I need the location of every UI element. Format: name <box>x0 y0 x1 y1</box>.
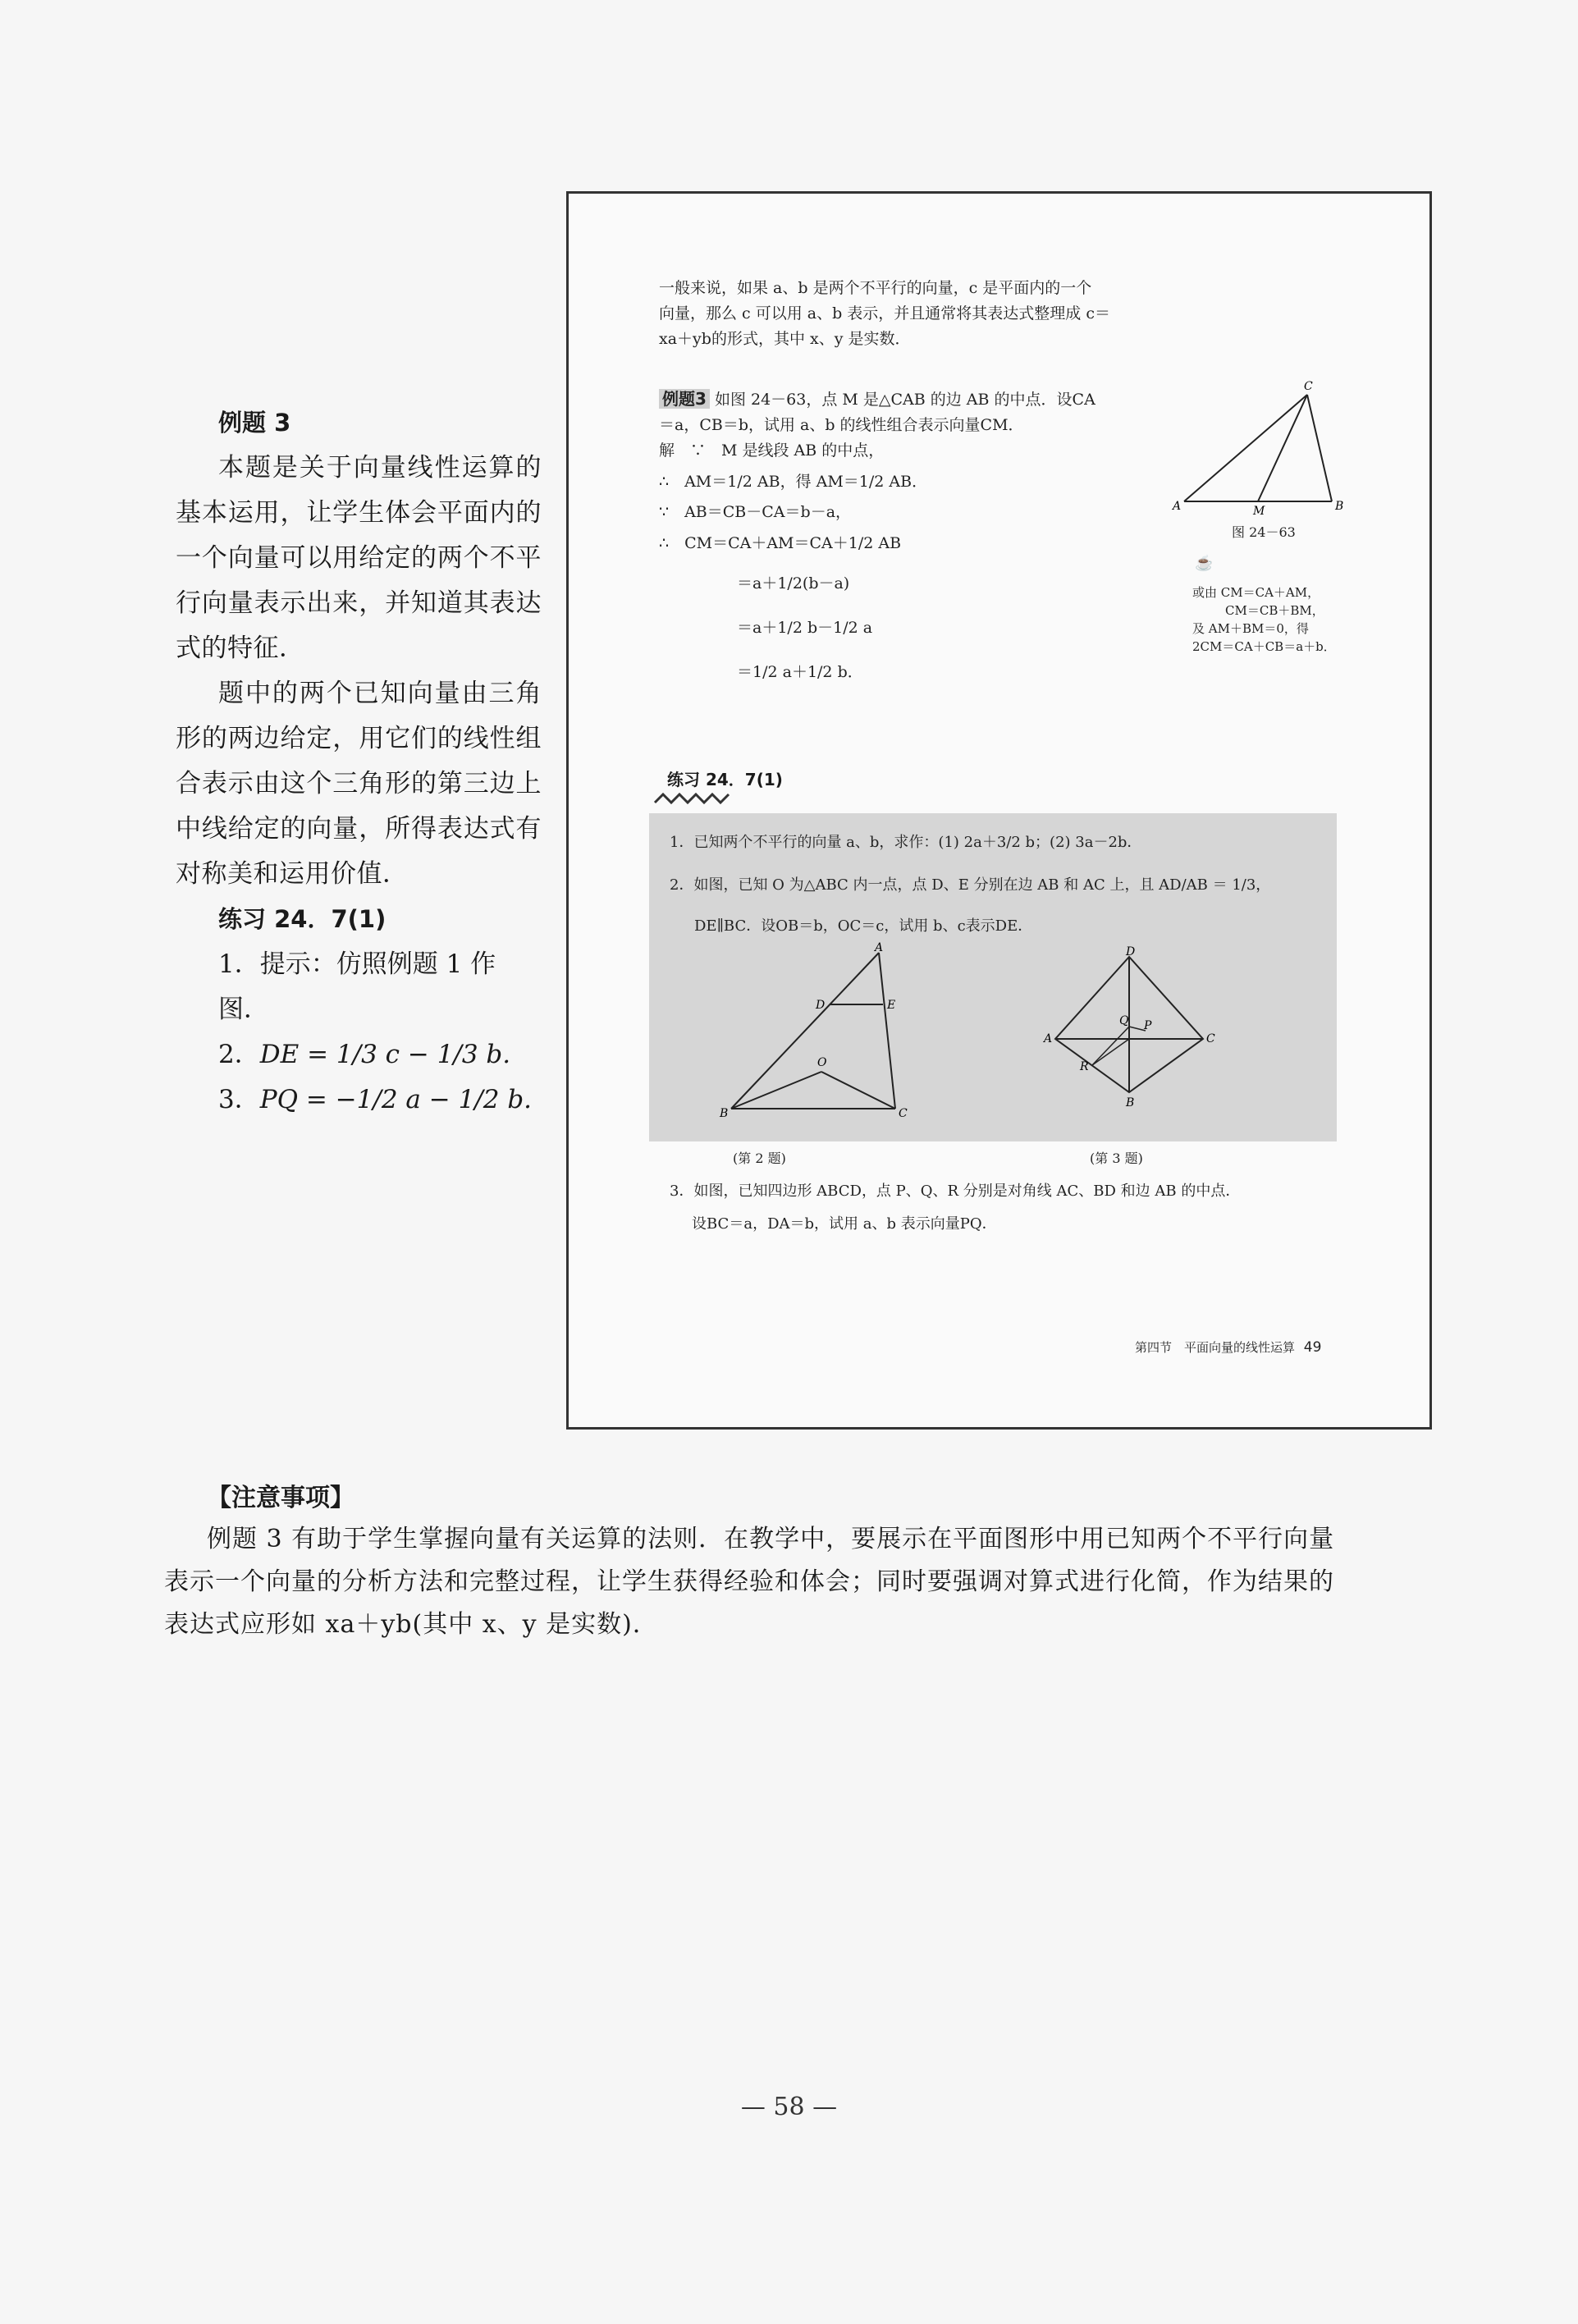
intro-line-3: xa＋yb的形式，其中 x、y 是实数． <box>659 330 911 348</box>
side-note-line-3: 及 AM＋BM＝0，得 <box>1192 621 1309 636</box>
fig2-label-c: C <box>899 1107 908 1120</box>
answer-3 <box>176 1077 542 1123</box>
practice-heading: 练习 24．7(1) <box>218 905 386 933</box>
edge-ab <box>731 953 879 1109</box>
figure-question-3 <box>1039 945 1236 1113</box>
fig3-label-a: A <box>1044 1032 1053 1045</box>
answer-1: 1．提示：仿照例题 1 作图． <box>218 949 496 1024</box>
side-note-line-2: CM＝CB＋BM， <box>1225 603 1324 618</box>
example-3-block <box>659 387 1151 694</box>
fig3-label-c: C <box>1206 1032 1215 1045</box>
solution-line-4: ∴ CM＝CA＋AM＝CA＋1/2 AB <box>659 534 902 552</box>
intro-line-1: 一般来说，如果 a、b 是两个不平行的向量，c 是平面内的一个 <box>659 279 1092 297</box>
side-note-line-4: 2CM＝CA＋CB＝a＋b． <box>1192 639 1336 654</box>
example-3-text-1: 如图 24－63，点 M 是△CAB 的边 AB 的中点．设CA <box>714 391 1095 409</box>
practice-panel <box>649 813 1337 1141</box>
book-page-number: 49 <box>1303 1339 1322 1356</box>
lightbulb-icon: ☕ <box>1195 555 1214 572</box>
figure-3-caption: (第 3 题) <box>1090 1151 1143 1166</box>
notes-title: 【注意事项】 <box>207 1484 354 1512</box>
notes-body <box>164 1518 1454 1646</box>
median-cm <box>1258 395 1307 501</box>
practice-title: 练习 24．7(1) <box>667 770 783 789</box>
answer-2-expression: DE = 1/3 c − 1/3 b. <box>259 1040 511 1069</box>
solution-line-3: ∵ AB＝CB－CA＝b－a， <box>659 503 852 521</box>
question-3-line-2: 设BC＝a，DA＝b，试用 a、b 表示向量PQ． <box>692 1215 997 1233</box>
figure-24-63 <box>1159 378 1381 542</box>
segment-ob <box>731 1072 821 1109</box>
label-c: C <box>1304 380 1313 393</box>
example-3-text-2: ＝a，CB＝b，试用 a、b 的线性组合表示向量CM． <box>659 416 1024 434</box>
solution-line-5: ＝a＋1/2(b－a) <box>737 574 850 592</box>
fig2-label-b: B <box>720 1107 729 1120</box>
segment-cb <box>1307 395 1332 501</box>
example-paragraph-2: 题中的两个已知向量由三角形的两边给定，用它们的线性组合表示由这个三角形的第三边上中线给定的向量，所得表达式有对称美和运用价值． <box>176 679 542 889</box>
book-footer <box>1135 1338 1321 1356</box>
label-b: B <box>1335 500 1344 513</box>
example-3-line-1 <box>659 387 1151 413</box>
fig3-label-q: Q <box>1119 1014 1129 1027</box>
solution-line-1: 解 ∵ M 是线段 AB 的中点， <box>659 441 885 460</box>
book-footer-section: 第四节 平面向量的线性运算 <box>1135 1340 1296 1355</box>
segment-ac <box>1184 395 1307 501</box>
label-a: A <box>1173 500 1182 513</box>
textbook-page-excerpt <box>566 191 1432 1430</box>
answer-3-expression: PQ = −1/2 a − 1/2 b. <box>259 1085 533 1114</box>
intro-line-2: 向量，那么 c 可以用 a、b 表示，并且通常将其表达式整理成 c＝ <box>659 304 1110 323</box>
solution-line-2: ∴ AM＝1/2 AB，得 AM＝1/2 AB． <box>659 473 928 491</box>
fig2-label-o: O <box>817 1056 827 1069</box>
notes-line-1: 例题 3 有助于学生掌握向量有关运算的法则．在教学中，要展示在平面图形中用已知两个不平行向量 <box>207 1525 1335 1553</box>
fig3-label-r: R <box>1080 1060 1089 1073</box>
label-m: M <box>1253 505 1265 518</box>
zigzag-decoration <box>655 791 733 806</box>
question-2-line-2: DE∥BC．设OB＝b，OC＝c，试用 b、c表示DE． <box>694 917 1033 935</box>
fig3-label-p: P <box>1144 1019 1152 1032</box>
edge-ac <box>879 953 895 1109</box>
figure-question-2 <box>707 941 908 1120</box>
question-1: 1．已知两个不平行的向量 a、b，求作：(1) 2a＋3/2 b；(2) 3a－2b． <box>670 834 1142 851</box>
segment-qp <box>1129 1027 1146 1031</box>
side-note-line-1: 或由 CM＝CA＋AM， <box>1192 585 1320 600</box>
fig3-label-b: B <box>1126 1096 1135 1109</box>
segment-oc <box>821 1072 895 1109</box>
teacher-notes-column <box>176 400 542 1123</box>
figure-2-caption: (第 2 题) <box>733 1151 786 1166</box>
segment-rp <box>1092 1039 1129 1065</box>
answer-2 <box>176 1032 542 1077</box>
intro-paragraph <box>659 276 1233 352</box>
figure-24-63-caption: 图 24－63 <box>1232 524 1296 540</box>
question-3-line-1: 3．如图，已知四边形 ABCD，点 P、Q、R 分别是对角线 AC、BD 和边 AB 的中点． <box>670 1183 1241 1200</box>
solution-line-6: ＝a＋1/2 b－1/2 a <box>737 619 873 637</box>
fig3-label-d: D <box>1126 945 1136 958</box>
answer-2-number: 2． <box>218 1040 260 1069</box>
fig2-label-e: E <box>887 999 896 1012</box>
fig2-label-a: A <box>875 941 884 954</box>
example-heading: 例题 3 <box>218 409 291 437</box>
notes-line-3: 表达式应形如 xa＋yb(其中 x、y 是实数)． <box>164 1610 658 1639</box>
fig2-label-d: D <box>816 999 826 1012</box>
example-3-tag: 例题3 <box>659 389 710 409</box>
example-paragraph-1: 本题是关于向量线性运算的基本运用，让学生体会平面内的一个向量可以用给定的两个不平行向量表示出来，并知道其表达式的特征． <box>176 453 542 663</box>
solution-line-7: ＝1/2 a＋1/2 b． <box>737 663 863 681</box>
answer-3-number: 3． <box>218 1085 260 1114</box>
segment-rq <box>1092 1027 1129 1065</box>
side-note <box>1192 583 1336 656</box>
notes-line-2: 表示一个向量的分析方法和完整过程，让学生获得经验和体会；同时要强调对算式进行化简，作为结果的 <box>164 1567 1334 1596</box>
page-number: — 58 — <box>740 2093 838 2121</box>
question-2-line-1: 2．如图，已知 O 为△ABC 内一点，点 D、E 分别在边 AB 和 AC 上，且 AD/AB ＝ 1/3， <box>670 876 1271 894</box>
